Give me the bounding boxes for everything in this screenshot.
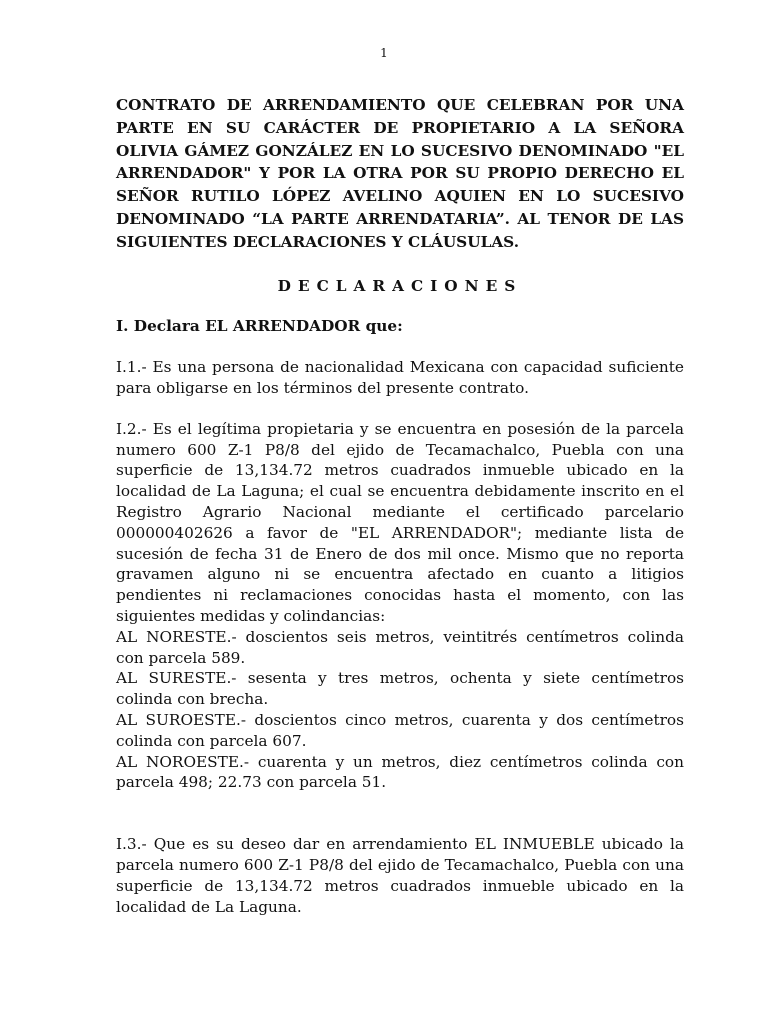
- clause-i2: I.2.- Es el legítima propietaria y se encuentra en posesión de la parcela numero 600 Z-1 P8/8 del ejido de Tecamachalco, Puebla con una superficie de 13,134.72 metros cuadrados inmueble ubicado en la localidad de La Laguna; el cual se encuentra debidamente inscrito en el Registro Agrario Nacional mediante el certificado parcelario 000000402626 a favor de "EL ARRENDADOR"; mediante lista de sucesión de fecha 31 de Enero de dos mil once. Mismo que no reporta gravamen alguno ni se encuentra afectado en cuanto a litigios pendientes ni reclamaciones conocidas hasta el momento, con las siguientes medidas y colindancias:: [116, 419, 684, 625]
- clause-i3: I.3.- Que es su deseo dar en arrendamiento EL INMUEBLE ubicado la parcela numero 600 Z-1 P8/8 del ejido de Tecamachalco, Puebla con una superficie de 13,134.72 metros cuadrados inmueble ubicado en la localidad de La Laguna.: [116, 835, 684, 916]
- clause-i1: I.1.- Es una persona de nacionalidad Mexicana con capacidad suficiente para obligarse en los términos del presente contrato.: [116, 358, 684, 397]
- clause-i2-block: [116, 419, 684, 793]
- boundary-sureste: AL SURESTE.- sesenta y tres metros, ochenta y siete centímetros colinda con brecha.: [116, 669, 684, 709]
- boundary-noroeste: AL NOROESTE.- cuarenta y un metros, diez centímetros colinda con parcela 498; 22.73 con parcela 51.: [116, 752, 684, 792]
- boundary-noreste: AL NORESTE.- doscientos seis metros, veintitrés centímetros colinda con parcela 589.: [116, 627, 684, 667]
- section-title-arrendador: I. Declara EL ARRENDADOR que:: [116, 317, 403, 336]
- boundary-suroeste: AL SUROESTE.- doscientos cinco metros, cuarenta y dos centímetros colinda con parcela 607.: [116, 710, 684, 750]
- declarations-heading: DECLARACIONES: [277, 276, 523, 295]
- page-number: 1: [380, 46, 388, 60]
- document-body: [116, 94, 684, 917]
- contract-title: CONTRATO DE ARRENDAMIENTO QUE CELEBRAN POR UNA PARTE EN SU CARÁCTER DE PROPIETARIO A LA SEÑORA OLIVIA GÁMEZ GONZÁLEZ EN LO SUCESIVO DENOMINADO "EL ARRENDADOR" Y POR LA OTRA POR SU PROPIO DERECHO EL SEÑOR RUTILO LÓPEZ AVELINO AQUIEN EN LO SUCESIVO DENOMINADO “LA PARTE ARRENDATARIA”. AL TENOR DE LAS SIGUIENTES DECLARACIONES Y CLÁUSULAS.: [116, 96, 684, 251]
